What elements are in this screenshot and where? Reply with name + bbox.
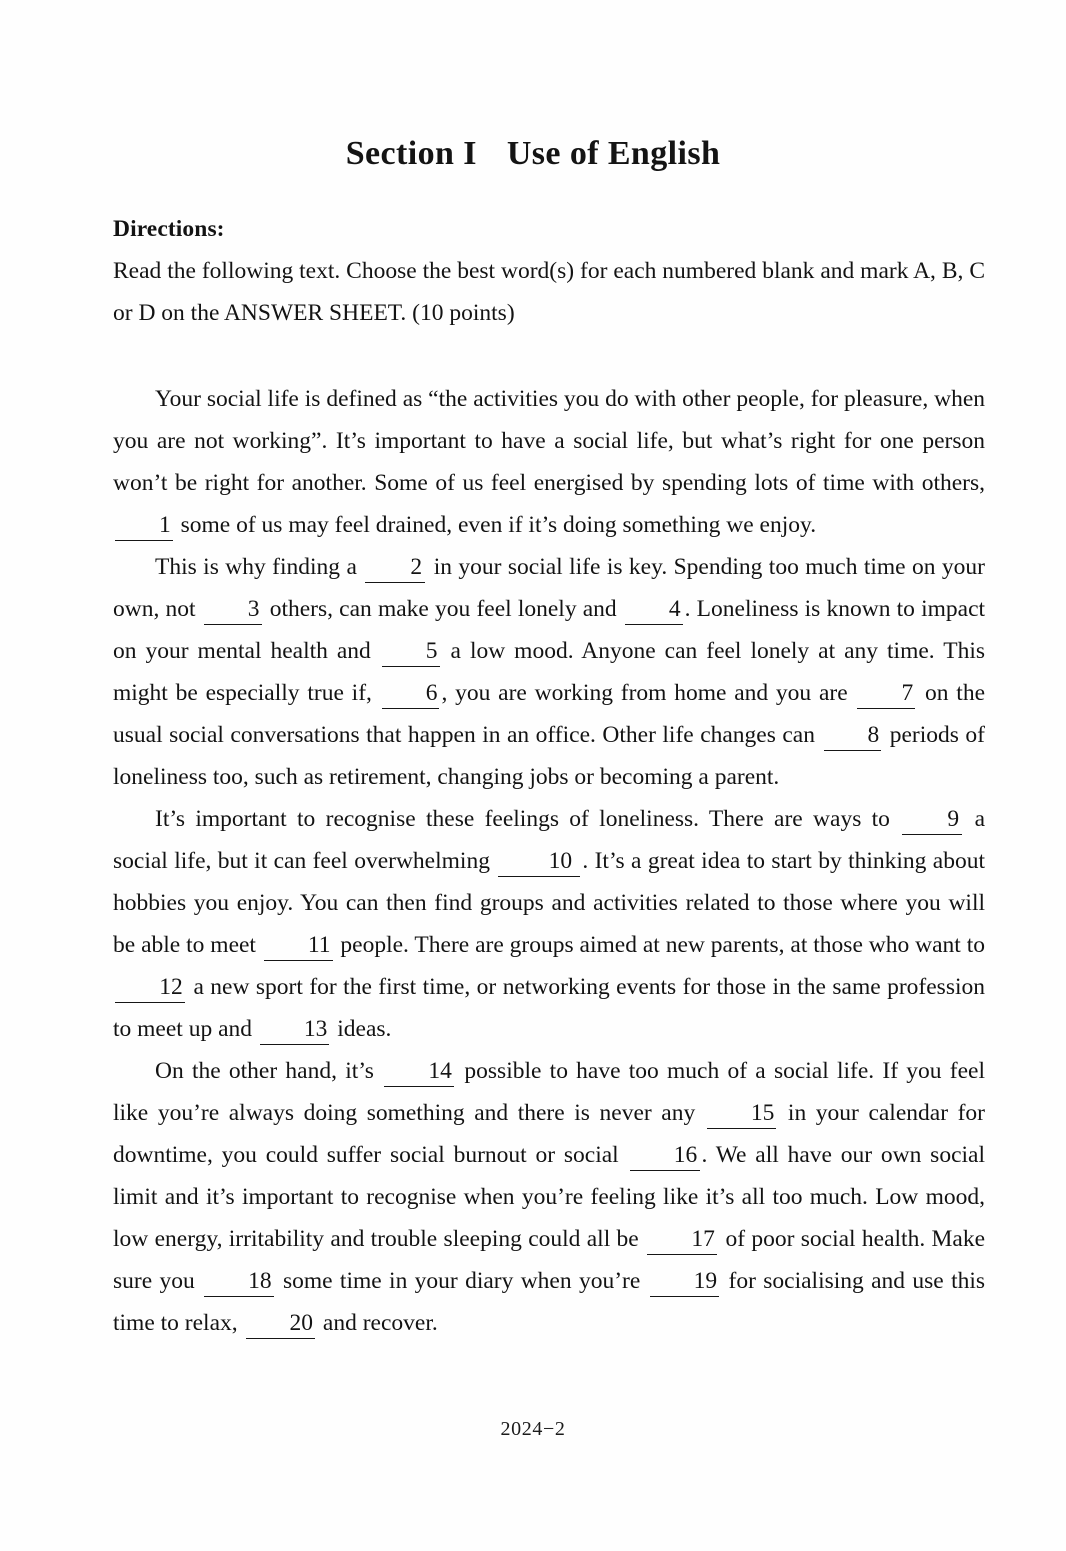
paragraph-4-segment-2: possible to have too much of a social life. If you feel like you’re always doing something and there is never any (113, 1058, 985, 1126)
blank-8[interactable]: 8 (824, 720, 882, 751)
paragraph-3-segment-4: people. There are groups aimed at new parents, at those who want to (340, 932, 985, 958)
page-content (113, 208, 985, 1344)
passage-paragraph-1 (113, 378, 985, 546)
blank-16[interactable]: 16 (630, 1140, 700, 1171)
blank-14[interactable]: 14 (384, 1056, 454, 1087)
paragraph-2-segment-3: others, can make you feel lonely and (269, 596, 617, 622)
paragraph-3-segment-1: It’s important to recognise these feelings of loneliness. There are ways to (155, 806, 890, 832)
paragraph-2-segment-8: periods of loneliness too, such as retirement, changing jobs or becoming a parent. (113, 722, 986, 790)
paragraph-3-segment-5: a new sport for the first time, or networking events for those in the same profession to meet up and (113, 974, 985, 1042)
passage-paragraph-4 (113, 1050, 985, 1344)
blank-1[interactable]: 1 (115, 510, 173, 541)
blank-17[interactable]: 17 (647, 1224, 717, 1255)
blank-10[interactable]: 10 (498, 846, 580, 877)
blank-15[interactable]: 15 (707, 1098, 777, 1129)
blank-12[interactable]: 12 (115, 972, 185, 1003)
blank-6[interactable]: 6 (382, 678, 440, 709)
paragraph-1-segment-1: Your social life is defined as “the activities you do with other people, for pleasure, when you are not working”. It’s important to have a social life, but what’s right for one person won’t be right for another. Some of us feel energised by spending lots of time with others, (113, 386, 985, 496)
paragraph-1-segment-2: some of us may feel drained, even if it’s doing something we enjoy. (180, 512, 817, 538)
paragraph-2-segment-2: in your social life is key. Spending too much time on your own, not (113, 554, 986, 622)
paragraph-2-segment-6: , you are working from home and you are (441, 680, 848, 706)
blank-2[interactable]: 2 (365, 552, 425, 583)
paragraph-4-segment-5: of poor social health. Make sure you (113, 1226, 986, 1294)
paragraph-4-segment-3: in your calendar for downtime, you could suffer social burnout or social (113, 1100, 986, 1168)
directions-heading: Directions: (113, 216, 225, 242)
paragraph-spacer (113, 334, 985, 378)
paragraph-4-segment-7: for socialising and use this time to relax, (113, 1268, 986, 1336)
blank-7[interactable]: 7 (857, 678, 915, 709)
paragraph-3-segment-3: . It’s a great idea to start by thinking about hobbies you enjoy. You can then find groups and activities related to those where you will be able to meet (113, 848, 985, 958)
passage-paragraph-3 (113, 798, 985, 1050)
paragraph-3-segment-2: a social life, but it can feel overwhelming (113, 806, 986, 874)
blank-11[interactable]: 11 (264, 930, 333, 961)
passage-paragraph-2 (113, 546, 985, 798)
page-title-section: Section I (345, 134, 477, 172)
blank-18[interactable]: 18 (204, 1266, 274, 1297)
paragraph-4-segment-4: . We all have our own social limit and it’s important to recognise when you’re feeling like it’s all too much. Low mood, low energy, irritability and trouble sleeping could all be (113, 1142, 986, 1252)
blank-20[interactable]: 20 (246, 1308, 316, 1339)
paragraph-2-segment-7: on the usual social conversations that happen in an office. Other life changes can (113, 680, 986, 748)
directions-body: Read the following text. Choose the best word(s) for each numbered blank and mark A, B, C or D on the ANSWER SHEET. (10 points) (113, 258, 985, 326)
paragraph-2-segment-4: . Loneliness is known to impact on your mental health and (113, 596, 986, 664)
paragraph-4-segment-6: some time in your diary when you’re (282, 1268, 641, 1294)
paragraph-3-segment-6: ideas. (337, 1016, 392, 1042)
paragraph-2-segment-5: a low mood. Anyone can feel lonely at any time. This might be especially true if, (113, 638, 985, 706)
blank-4[interactable]: 4 (625, 594, 683, 625)
blank-13[interactable]: 13 (260, 1014, 330, 1045)
blank-19[interactable]: 19 (650, 1266, 720, 1297)
paragraph-4-segment-8: and recover. (322, 1310, 438, 1336)
paragraph-2-segment-1: This is why finding a (155, 554, 357, 580)
blank-9[interactable]: 9 (902, 804, 962, 835)
page-title (0, 135, 1066, 173)
page-title-subject: Use of English (506, 134, 721, 172)
blank-3[interactable]: 3 (204, 594, 262, 625)
paragraph-4-segment-1: On the other hand, it’s (155, 1058, 374, 1084)
page-footer: 2024−2 (500, 1418, 566, 1440)
blank-5[interactable]: 5 (382, 636, 440, 667)
